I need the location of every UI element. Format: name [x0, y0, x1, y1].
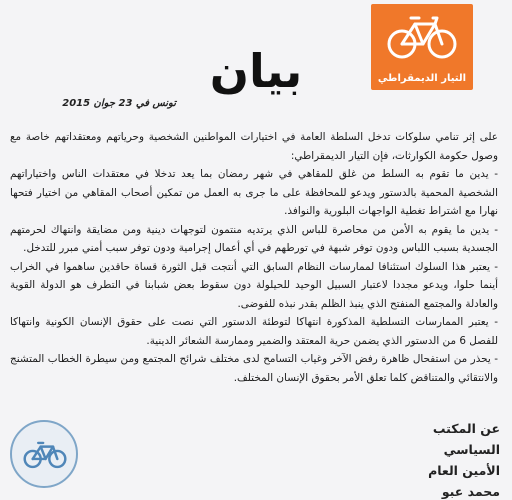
- signature-block: [380, 418, 500, 500]
- statement-body: [10, 128, 498, 387]
- intro-paragraph: على إثر تنامي سلوكات تدخل السلطة العامة في اختيارات المواطنين الشخصية وحرياتهم ومعتقداتهم خاصة مع وصول حكومة الكوارثات، فإن التيار الديمقراطي:: [10, 131, 498, 162]
- logo-text: التيار الديمقراطي: [377, 73, 467, 84]
- party-stamp: [10, 420, 78, 488]
- statement-point: - يدين ما يقوم به الأمن من محاصرة للباس الذي يرتديه منتمون لتوجهات دينية ومن مضايقة وانتهاك لحرمتهم الجسدية بسبب اللباس ودون توفر شبهة في تورطهم في أي أعمال إجرامية ودون توفر سبب أمني مبرر للتدخل.: [10, 223, 498, 254]
- statement-point: - يعتبر هذا السلوك استئنافا لممارسات النظام السابق التي أنتجت قبل الثورة قساة حاقدين ساهموا في الخراب أينما حلوا، ويدعو مجددا لاعتبار السبيل الوحيد للحيلولة دون سقوط بعض شبابنا في التطرف هو الدولة القوية والعادلة والمجتمع المنفتح الذي ينبذ الظلم بقدر نبذه للفوضى.: [10, 260, 498, 310]
- document-title: بيان: [209, 44, 303, 98]
- statement-point: - يعتبر الممارسات التسلطية المذكورة انتهاكا لتوطئة الدستور التي نصت على حقوق الإنسان الكونية وانتهاكا للفصل 6 من الدستور الذي يضمن حرية المعتقد والضمير وممارسة الشعائر الدينية.: [10, 316, 498, 347]
- signature-office: عن المكتب السياسي: [432, 421, 500, 457]
- statement-point: - يحذر من استفحال ظاهرة رفض الآخر وغياب التسامح لدى مختلف شرائح المجتمع ومن سيطرة الخطاب المتشنج والانتقائي والمتناقض كلما تعلق الأمر بحقوق الإنسان المختلف.: [10, 353, 498, 384]
- signature-role: الأمين العام: [428, 463, 500, 478]
- statement-point: - يدين ما تقوم به السلط من غلق للمقاهي في شهر رمضان بما يعد تدخلا في معتقدات الناس واختياراتهم الشخصية المحمية بالدستور ويدعو للمحافظة على ما جرى به العمل من تمكين أصحاب المقاهي من اختيار فتحها نهارا مع اشتراط تغطية الواجهات البلورية والنوافذ.: [10, 168, 498, 217]
- document-date: تونس في 23 جوان 2015: [62, 98, 176, 109]
- bicycle-stamp-icon: [23, 438, 67, 470]
- signature-name: محمد عبو: [441, 484, 500, 499]
